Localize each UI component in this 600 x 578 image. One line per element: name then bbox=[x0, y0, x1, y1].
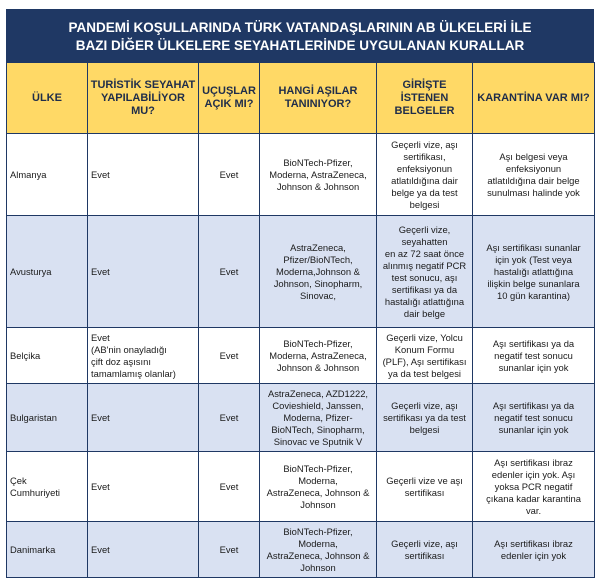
header-entry-documents: GİRİŞTE İSTENEN BELGELER bbox=[377, 63, 473, 134]
cell-country: Çek Cumhuriyeti bbox=[7, 452, 88, 522]
cell-country: Avusturya bbox=[7, 216, 88, 328]
cell-entry-documents: Geçerli vize, seyahatten en az 72 saat önce alınmış negatif PCR test sonucu, aşı sertifikası ya da hastalığı atlattığına dair belge bbox=[377, 216, 473, 328]
table-row bbox=[7, 134, 595, 216]
cell-tourist-travel: Evet bbox=[88, 384, 199, 452]
table-row bbox=[7, 522, 595, 578]
cell-flights-open: Evet bbox=[199, 328, 260, 384]
cell-entry-documents: Geçerli vize, aşı sertifikası bbox=[377, 522, 473, 578]
table-row bbox=[7, 328, 595, 384]
cell-vaccines: AstraZeneca, Pfizer/BioNTech, Moderna,Johnson & Johnson, Sinopharm, Sinovac, bbox=[260, 216, 377, 328]
cell-flights-open: Evet bbox=[199, 216, 260, 328]
cell-entry-documents: Geçerli vize ve aşı sertifikası bbox=[377, 452, 473, 522]
cell-vaccines: BioNTech-Pfizer, Moderna, AstraZeneca, Johnson & Johnson bbox=[260, 134, 377, 216]
cell-tourist-travel: Evet bbox=[88, 522, 199, 578]
header-vaccines: HANGİ AŞILAR TANINIYOR? bbox=[260, 63, 377, 134]
cell-quarantine: Aşı sertifikası ya da negatif test sonucu sunanlar için yok bbox=[473, 328, 595, 384]
cell-flights-open: Evet bbox=[199, 384, 260, 452]
cell-quarantine: Aşı sertifikası ya da negatif test sonucu sunanlar için yok bbox=[473, 384, 595, 452]
cell-tourist-travel: Evet bbox=[88, 134, 199, 216]
cell-vaccines: BioNTech-Pfizer, Moderna, AstraZeneca, Johnson & Johnson bbox=[260, 452, 377, 522]
cell-entry-documents: Geçerli vize, Yolcu Konum Formu (PLF), Aşı sertifikası ya da test belgesi bbox=[377, 328, 473, 384]
cell-vaccines: BioNTech-Pfizer, Moderna, AstraZeneca, Johnson & Johnson bbox=[260, 328, 377, 384]
cell-entry-documents: Geçerli vize, aşı sertifikası ya da test belgesi bbox=[377, 384, 473, 452]
table-row bbox=[7, 452, 595, 522]
cell-country: Almanya bbox=[7, 134, 88, 216]
cell-country: Bulgaristan bbox=[7, 384, 88, 452]
cell-flights-open: Evet bbox=[199, 522, 260, 578]
cell-quarantine: Aşı sertifikası ibraz edenler için yok bbox=[473, 522, 595, 578]
cell-vaccines: BioNTech-Pfizer, Moderna, AstraZeneca, Johnson & Johnson bbox=[260, 522, 377, 578]
travel-rules-table bbox=[6, 62, 595, 578]
rules-table-container bbox=[6, 9, 594, 578]
cell-quarantine: Aşı belgesi veya enfeksiyonun atlatıldığına dair belge sunulması halinde yok bbox=[473, 134, 595, 216]
cell-flights-open: Evet bbox=[199, 452, 260, 522]
header-flights-open: UÇUŞLAR AÇIK MI? bbox=[199, 63, 260, 134]
header-row bbox=[7, 63, 595, 134]
table-row bbox=[7, 216, 595, 328]
cell-tourist-travel: Evet (AB'nin onayladığı çift doz aşısını tamamlamış olanlar) bbox=[88, 328, 199, 384]
cell-country: Danimarka bbox=[7, 522, 88, 578]
header-tourist-travel: TURİSTİK SEYAHAT YAPILABİLİYOR MU? bbox=[88, 63, 199, 134]
table-row bbox=[7, 384, 595, 452]
cell-quarantine: Aşı sertifikası ibraz edenler için yok. Aşı yoksa PCR negatif çıkana kadar karantina var. bbox=[473, 452, 595, 522]
cell-country: Belçika bbox=[7, 328, 88, 384]
cell-quarantine: Aşı sertifikası sunanlar için yok (Test veya hastalığı atlattığına ilişkin belge sunanlara 10 gün karantina) bbox=[473, 216, 595, 328]
header-country: ÜLKE bbox=[7, 63, 88, 134]
table-title-line-2: BAZI DİĞER ÜLKELERE SEYAHATLERİNDE UYGULANAN KURALLAR bbox=[75, 38, 525, 53]
cell-entry-documents: Geçerli vize, aşı sertifikası, enfeksiyonun atlatıldığına dair belge ya da test belgesi bbox=[377, 134, 473, 216]
cell-flights-open: Evet bbox=[199, 134, 260, 216]
cell-tourist-travel: Evet bbox=[88, 452, 199, 522]
cell-tourist-travel: Evet bbox=[88, 216, 199, 328]
header-quarantine: KARANTİNA VAR MI? bbox=[473, 63, 595, 134]
table-title-line-1: PANDEMİ KOŞULLARINDA TÜRK VATANDAŞLARININ AB ÜLKELERİ İLE bbox=[68, 20, 532, 35]
table-title bbox=[6, 9, 594, 62]
cell-vaccines: AstraZeneca, AZD1222, Covieshield, Janssen, Moderna, Pfizer- BioNTech, Sinopharm, Sinovac ve Sputnik V bbox=[260, 384, 377, 452]
